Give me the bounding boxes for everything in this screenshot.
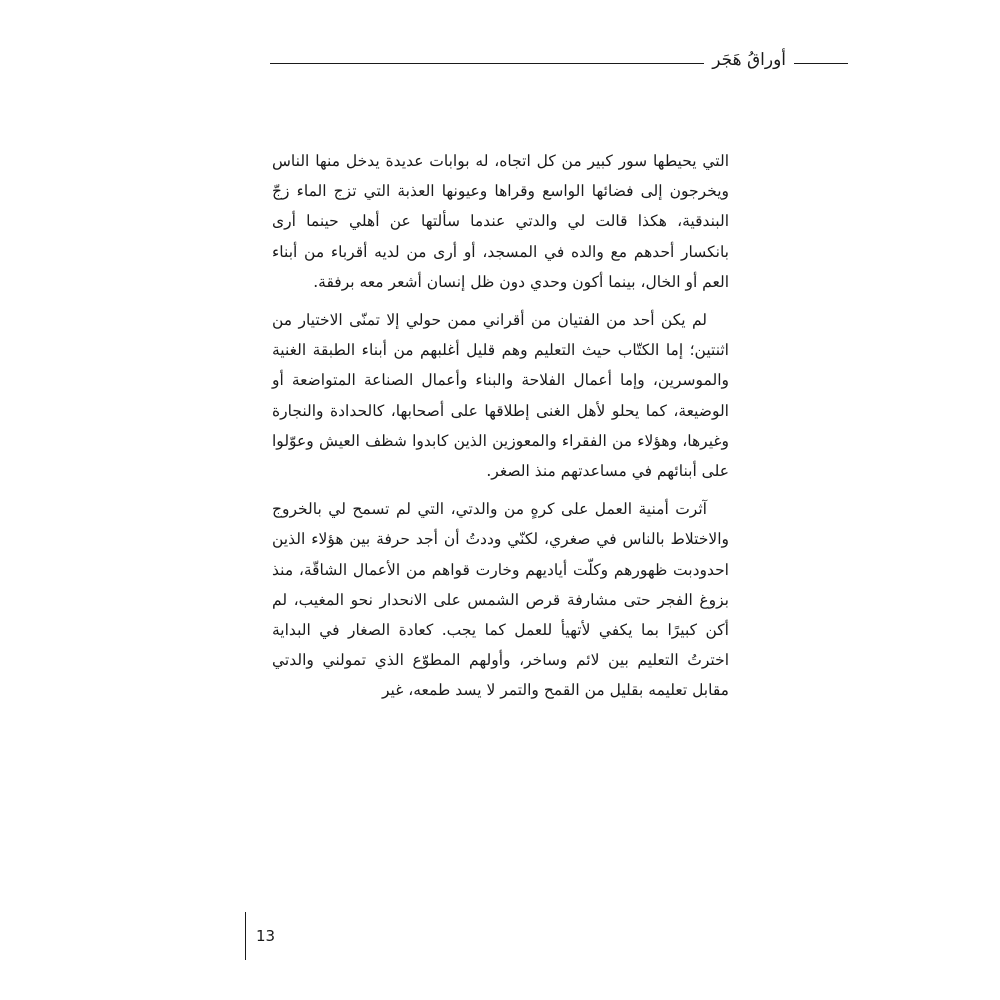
header-rule-right — [794, 63, 848, 64]
page-body — [272, 146, 729, 714]
header-rule-left — [270, 63, 704, 64]
page-footer — [245, 912, 275, 960]
paragraph-2: لم يكن أحد من الفتيان من أقراني ممن حولي إلا تمنّى الاختيار من اثنتين؛ إما الكتّاب حيث التعليم وهم قليل أغلبهم من أبناء الطبقة الغنية والموسرين، وإما أعمال الفلاحة والبناء وأعمال الصناعة المتواضعة أو الوضيعة، كما يحلو لأهل الغنى إطلاقها على أصحابها، كالحدادة والنجارة وغيرها، وهؤلاء من الفقراء والمعوزين الذين كابدوا شظف العيش وعوّلوا على أبنائهم في مساعدتهم منذ الصغر. — [272, 311, 729, 481]
running-header — [270, 44, 848, 76]
book-title: أوراقُ هَجَر — [712, 50, 786, 70]
paragraph-1: التي يحيطها سور كبير من كل اتجاه، له بوابات عديدة يدخل منها الناس ويخرجون إلى فضائها الواسع وقراها وعيونها العذبة التي تزج الماء زجّ البندقية، هكذا قالت لي والدتي عندما سألتها عن أهلي حينما أرى بانكسار أحدهم مع والده في المسجد، أو أرى من لديه أقرباء من أبناء العم أو الخال، بينما أكون وحدي دون ظل إنسان أشعر معه برفقة. — [272, 152, 729, 291]
paragraph-3: آثرت أمنية العمل على كرهٍ من والدتي، التي لم تسمح لي بالخروج والاختلاط بالناس في صغري، لكنّي وددتُ أن أجد حرفة بين هؤلاء الذين احدودبت ظهورهم وكلّت أياديهم وخارت قواهم من الأعمال الشاقّة، منذ بزوغ الفجر حتى مشارفة قرص الشمس على الانحدار نحو المغيب، لم أكن كبيرًا بما يكفي لأتهيأ للعمل كما يجب. كعادة الصغار في البداية اخترتُ التعليم بين لائم وساخر، وأولهم المطوّع الذي تمولني والدتي مقابل تعليمه بقليل من القمح والتمر لا يسد طمعه، غير — [272, 500, 729, 700]
page-number: 13 — [256, 927, 276, 945]
